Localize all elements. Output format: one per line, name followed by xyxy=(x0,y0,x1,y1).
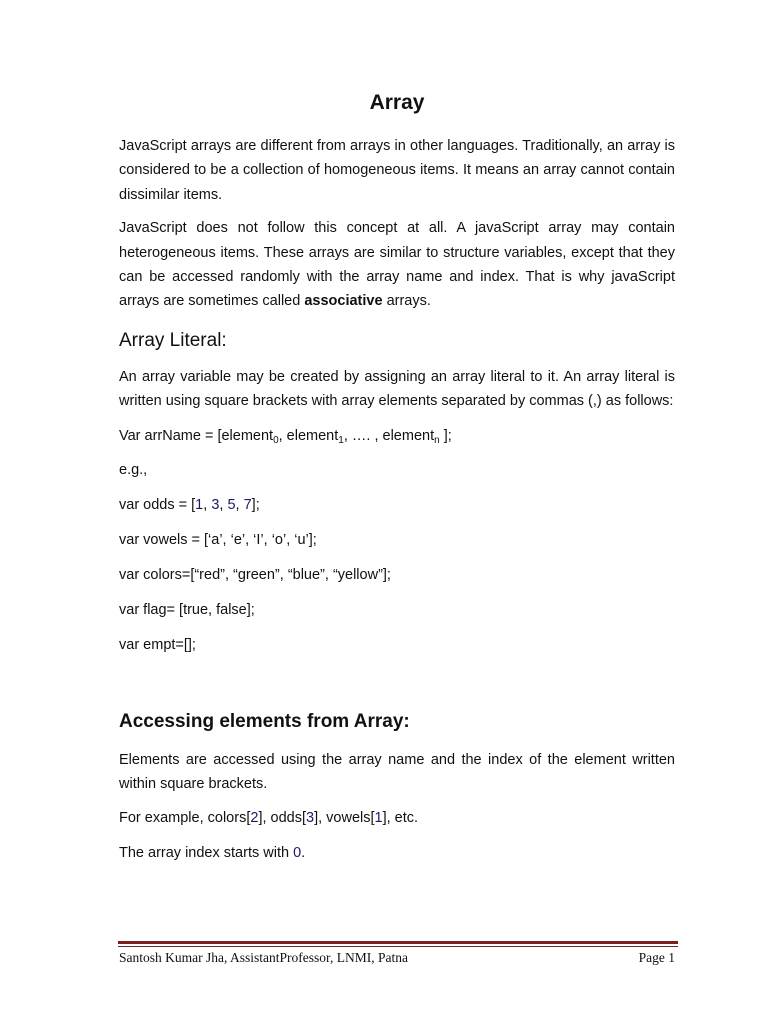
accessing-paragraph-1: Elements are accessed using the array name and the index of the element written within square brackets. xyxy=(119,751,675,793)
example-part-c: ], vowels[ xyxy=(314,810,375,827)
footer-rule-thin xyxy=(118,946,678,947)
odds-sep-3: , xyxy=(235,496,244,513)
accessing-example-line xyxy=(119,806,675,830)
example-part-a: For example, colors[ xyxy=(119,810,251,827)
example-part-d: ], etc. xyxy=(382,810,419,827)
associative-term: associative xyxy=(304,293,383,310)
eg-label: e.g., xyxy=(119,461,148,478)
index-part-a: The array index starts with xyxy=(119,844,294,861)
example-num-2: 3 xyxy=(306,810,315,827)
footer-rule-thick xyxy=(118,941,678,944)
odds-line xyxy=(119,493,675,517)
page-footer xyxy=(119,948,675,968)
index-num: 0 xyxy=(293,844,302,861)
array-literal-paragraph: An array variable may be created by assigning an array literal to it. An array literal is written using square brackets with array elements separated by commas (,) as follows: xyxy=(119,368,675,410)
odds-sep-2: , xyxy=(219,496,228,513)
syntax-part-b: , element xyxy=(278,427,339,444)
odds-num-2: 3 xyxy=(211,496,220,513)
syntax-line xyxy=(119,424,675,448)
accessing-heading: Accessing elements from Array: xyxy=(119,710,410,732)
syntax-part-c: , …. , element xyxy=(343,427,435,444)
page-content xyxy=(119,88,675,865)
intro-paragraph-1: JavaScript arrays are different from arrays in other languages. Traditionally, an array is considered to be a collection of homogeneous items. It means an array cannot contain dissimilar items. xyxy=(119,138,675,203)
page-title: Array xyxy=(369,91,425,114)
odds-num-3: 5 xyxy=(227,496,236,513)
intro-paragraph-2 xyxy=(119,216,675,314)
intro-paragraph-2-text: JavaScript does not follow this concept at all. A javaScript array may contain heterogeneous items. These arrays are similar to structure variables, except that they can be accessed randomly with the array name and index. That is why javaScript arrays are sometimes called xyxy=(119,220,675,310)
syntax-sub-1: 1 xyxy=(338,434,344,446)
index-part-b: . xyxy=(301,844,306,861)
page-number: Page 1 xyxy=(638,950,675,965)
example-part-b: ], odds[ xyxy=(258,810,306,827)
empt-line: var empt=[]; xyxy=(119,636,196,653)
index-start-line xyxy=(119,841,675,865)
syntax-sub-0: 0 xyxy=(273,434,279,446)
example-num-1: 2 xyxy=(250,810,259,827)
odds-num-1: 1 xyxy=(195,496,204,513)
odds-sep-1: , xyxy=(203,496,212,513)
syntax-part-d: ]; xyxy=(439,427,452,444)
example-num-3: 1 xyxy=(374,810,383,827)
intro-paragraph-2-end: arrays. xyxy=(382,293,431,310)
syntax-sub-n: n xyxy=(434,434,440,446)
odds-pre: var odds = [ xyxy=(119,496,196,513)
footer-author: Santosh Kumar Jha, AssistantProfessor, LNMI, Patna xyxy=(119,950,408,965)
array-literal-heading: Array Literal: xyxy=(119,329,227,351)
syntax-part-a: Var arrName = [element xyxy=(119,427,274,444)
odds-num-4: 7 xyxy=(243,496,252,513)
flag-line: var flag= [true, false]; xyxy=(119,601,255,618)
odds-post: ]; xyxy=(251,496,260,513)
colors-line: var colors=[“red”, “green”, “blue”, “yellow”]; xyxy=(119,566,391,583)
vowels-line: var vowels = [‘a’, ‘e’, ‘I’, ‘o’, ‘u’]; xyxy=(119,531,317,548)
